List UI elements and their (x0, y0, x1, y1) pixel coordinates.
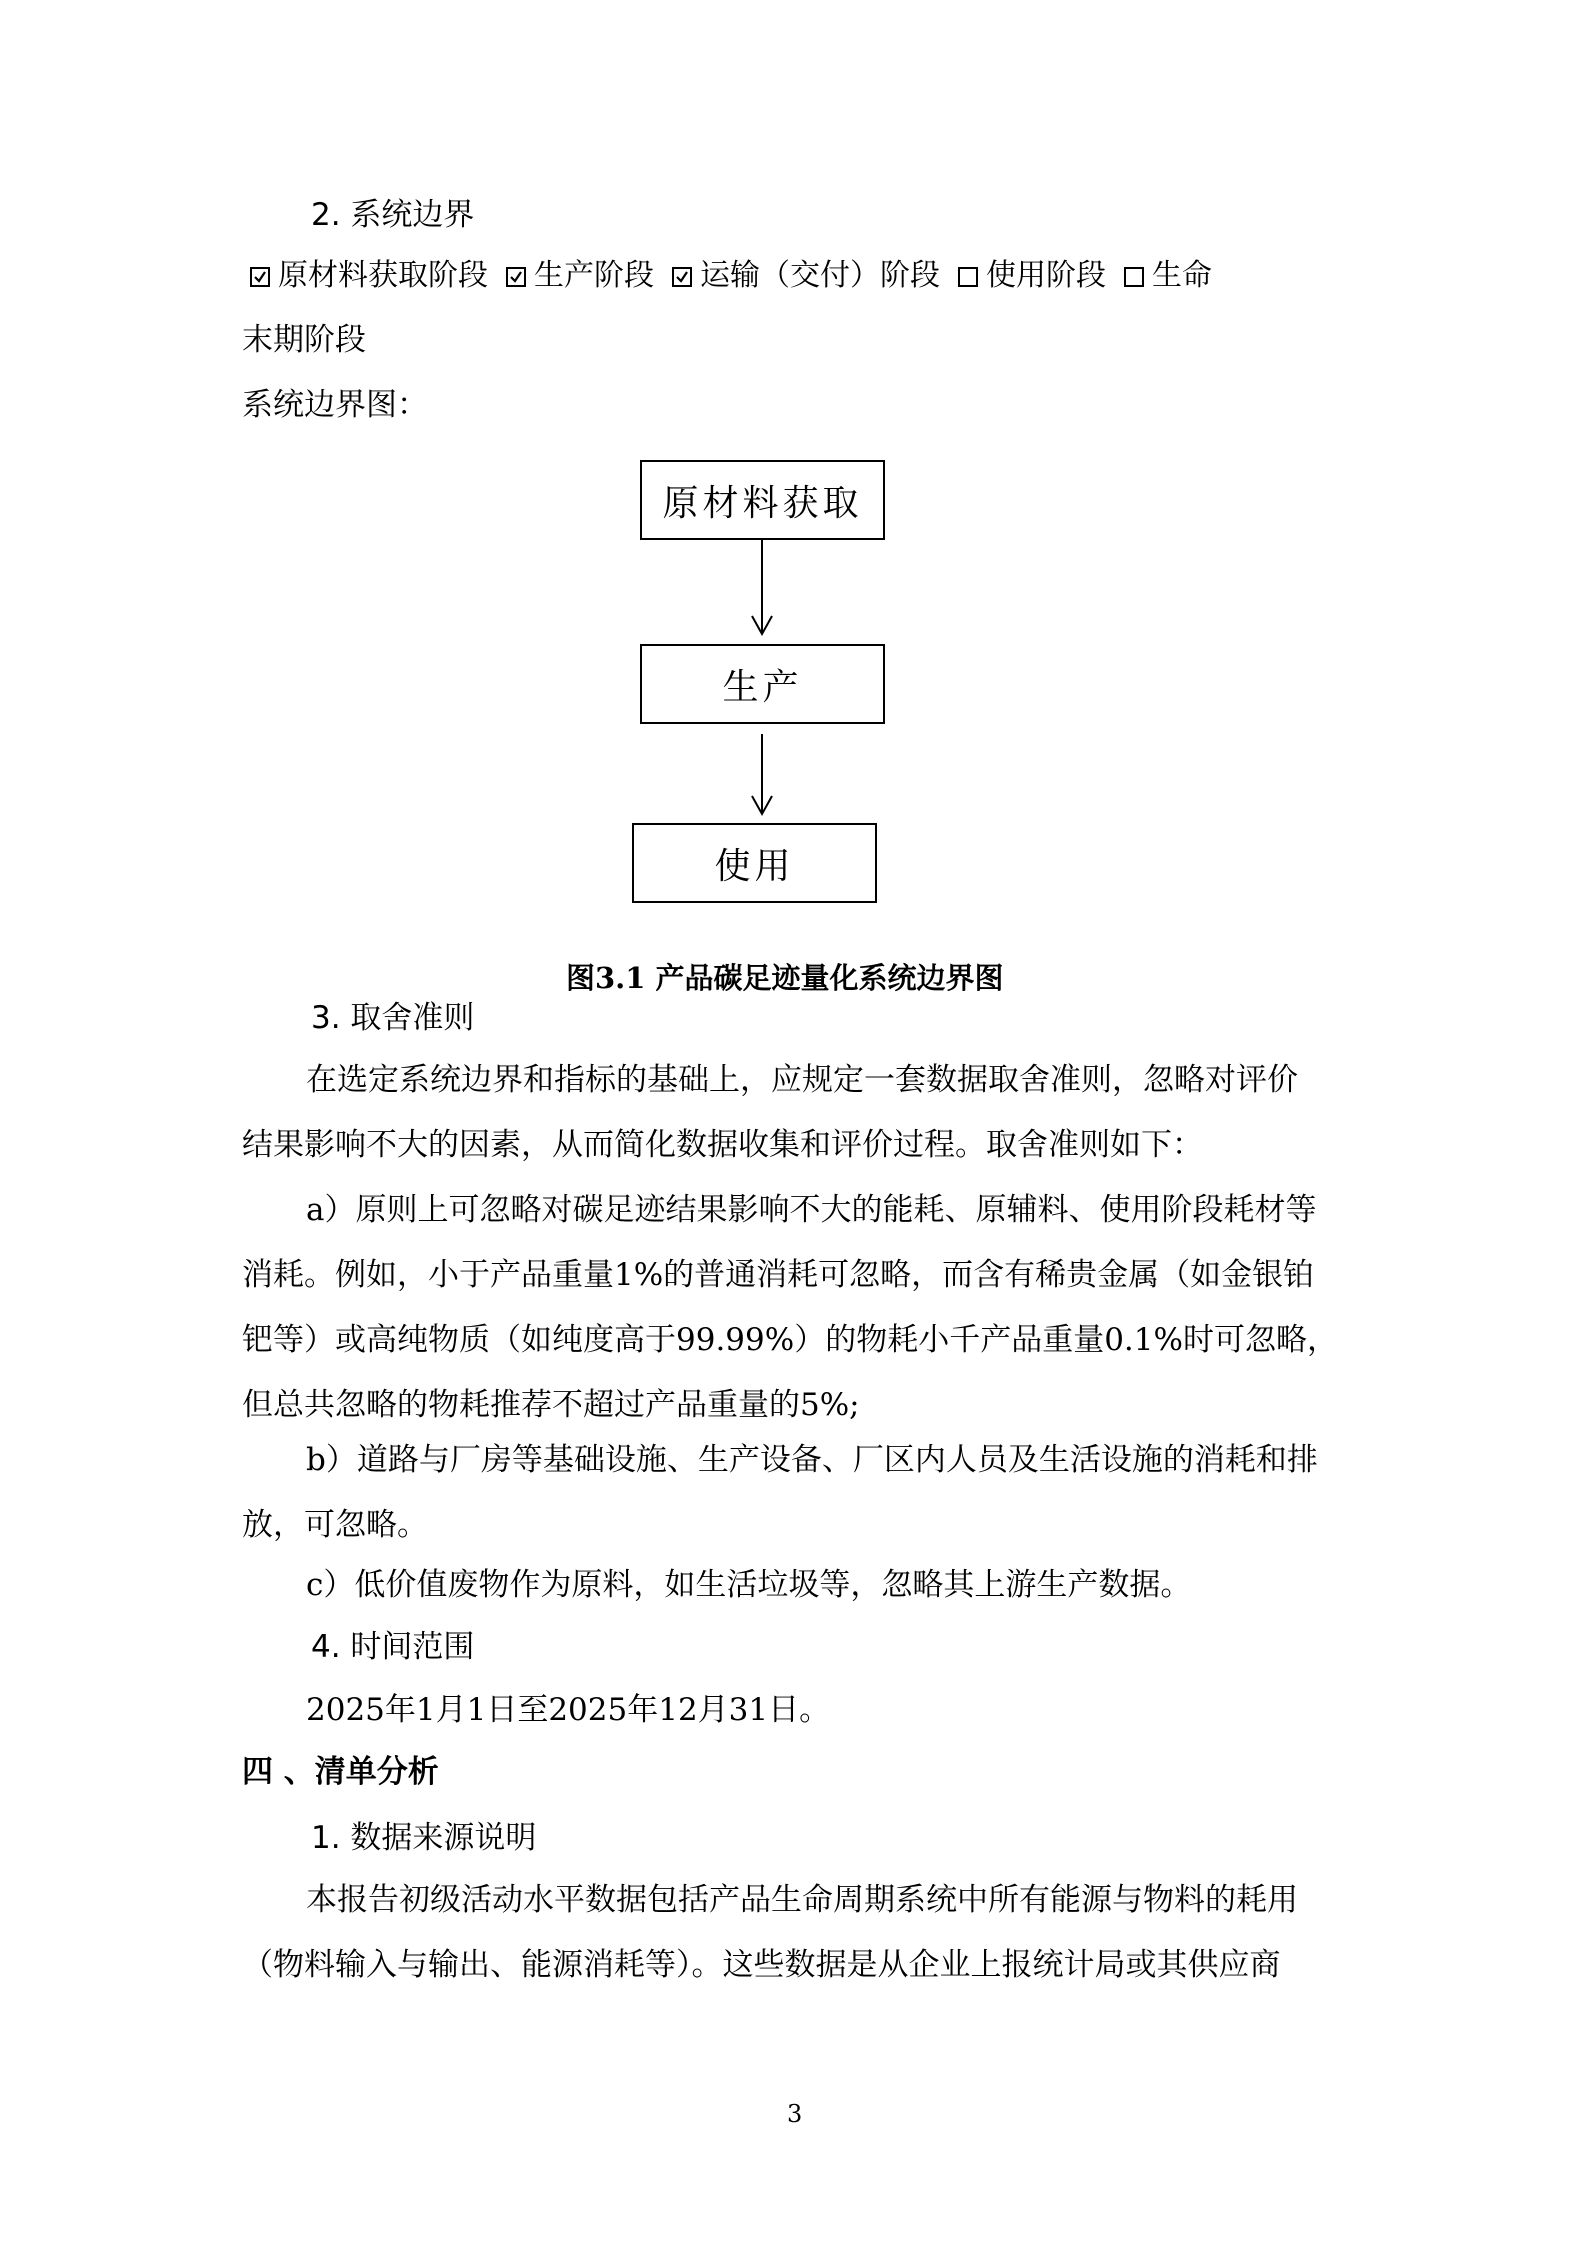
chapter-4-heading: 四 、清单分析 (242, 1754, 439, 1790)
section-4-heading: 4. 时间范围 (311, 1629, 475, 1665)
item-a-line-2: 消耗。例如，小于产品重量1%的普通消耗可忽略，而含有稀贵金属（如金银铂 (242, 1257, 1315, 1293)
item-b-line-1: b）道路与厂房等基础设施、生产设备、厂区内人员及生活设施的消耗和排 (306, 1442, 1318, 1478)
figure-caption: 图3.1 产品碳足迹量化系统边界图 (566, 961, 1004, 995)
data-source-line-1: 本报告初级活动水平数据包括产品生命周期系统中所有能源与物料的耗用 (306, 1882, 1298, 1918)
box-use: 使用 (632, 823, 877, 903)
item-a-line-3: 钯等）或高纯物质（如纯度高于99.99%）的物耗小千产品重量0.1%时可忽略， (242, 1322, 1338, 1358)
page-number: 3 (787, 2100, 803, 2128)
arrow-down-2 (752, 734, 772, 814)
section-3-heading: 3. 取舍准则 (311, 1000, 475, 1036)
arrow-down-1 (752, 540, 772, 634)
stage-end-of-life: 生命 (1152, 258, 1212, 293)
data-source-heading: 1. 数据来源说明 (311, 1820, 537, 1856)
data-source-line-2: （物料输入与输出、能源消耗等）。这些数据是从企业上报统计局或其供应商 (242, 1947, 1281, 1983)
stage-transport: 运输（交付）阶段 (700, 258, 940, 293)
time-range-text: 2025年1月1日至2025年12月31日。 (306, 1692, 831, 1728)
item-a-line-4: 但总共忽略的物耗推荐不超过产品重量的5%; (242, 1387, 860, 1423)
section-2-heading: 2. 系统边界 (311, 197, 475, 233)
box-raw-material: 原材料获取 (640, 460, 885, 540)
stage-production: 生产阶段 (534, 258, 654, 293)
item-c-line: c）低价值废物作为原料，如生活垃圾等，忽略其上游生产数据。 (306, 1567, 1192, 1603)
stage-checklist-wrap: 末期阶段 (242, 322, 366, 358)
stage-use: 使用阶段 (986, 258, 1106, 293)
item-b-line-2: 放，可忽略。 (242, 1507, 428, 1543)
item-a-line-1: a）原则上可忽略对碳足迹结果影响不大的能耗、原辅料、使用阶段耗材等 (306, 1192, 1317, 1228)
box-production: 生产 (640, 644, 885, 724)
diagram-label: 系统边界图： (242, 387, 428, 423)
section-3-intro-line-1: 在选定系统边界和指标的基础上，应规定一套数据取舍准则，忽略对评价 (306, 1062, 1298, 1098)
section-3-intro-line-2: 结果影响不大的因素，从而简化数据收集和评价过程。取舍准则如下： (242, 1127, 1203, 1163)
stage-raw-material: 原材料获取阶段 (278, 258, 488, 293)
